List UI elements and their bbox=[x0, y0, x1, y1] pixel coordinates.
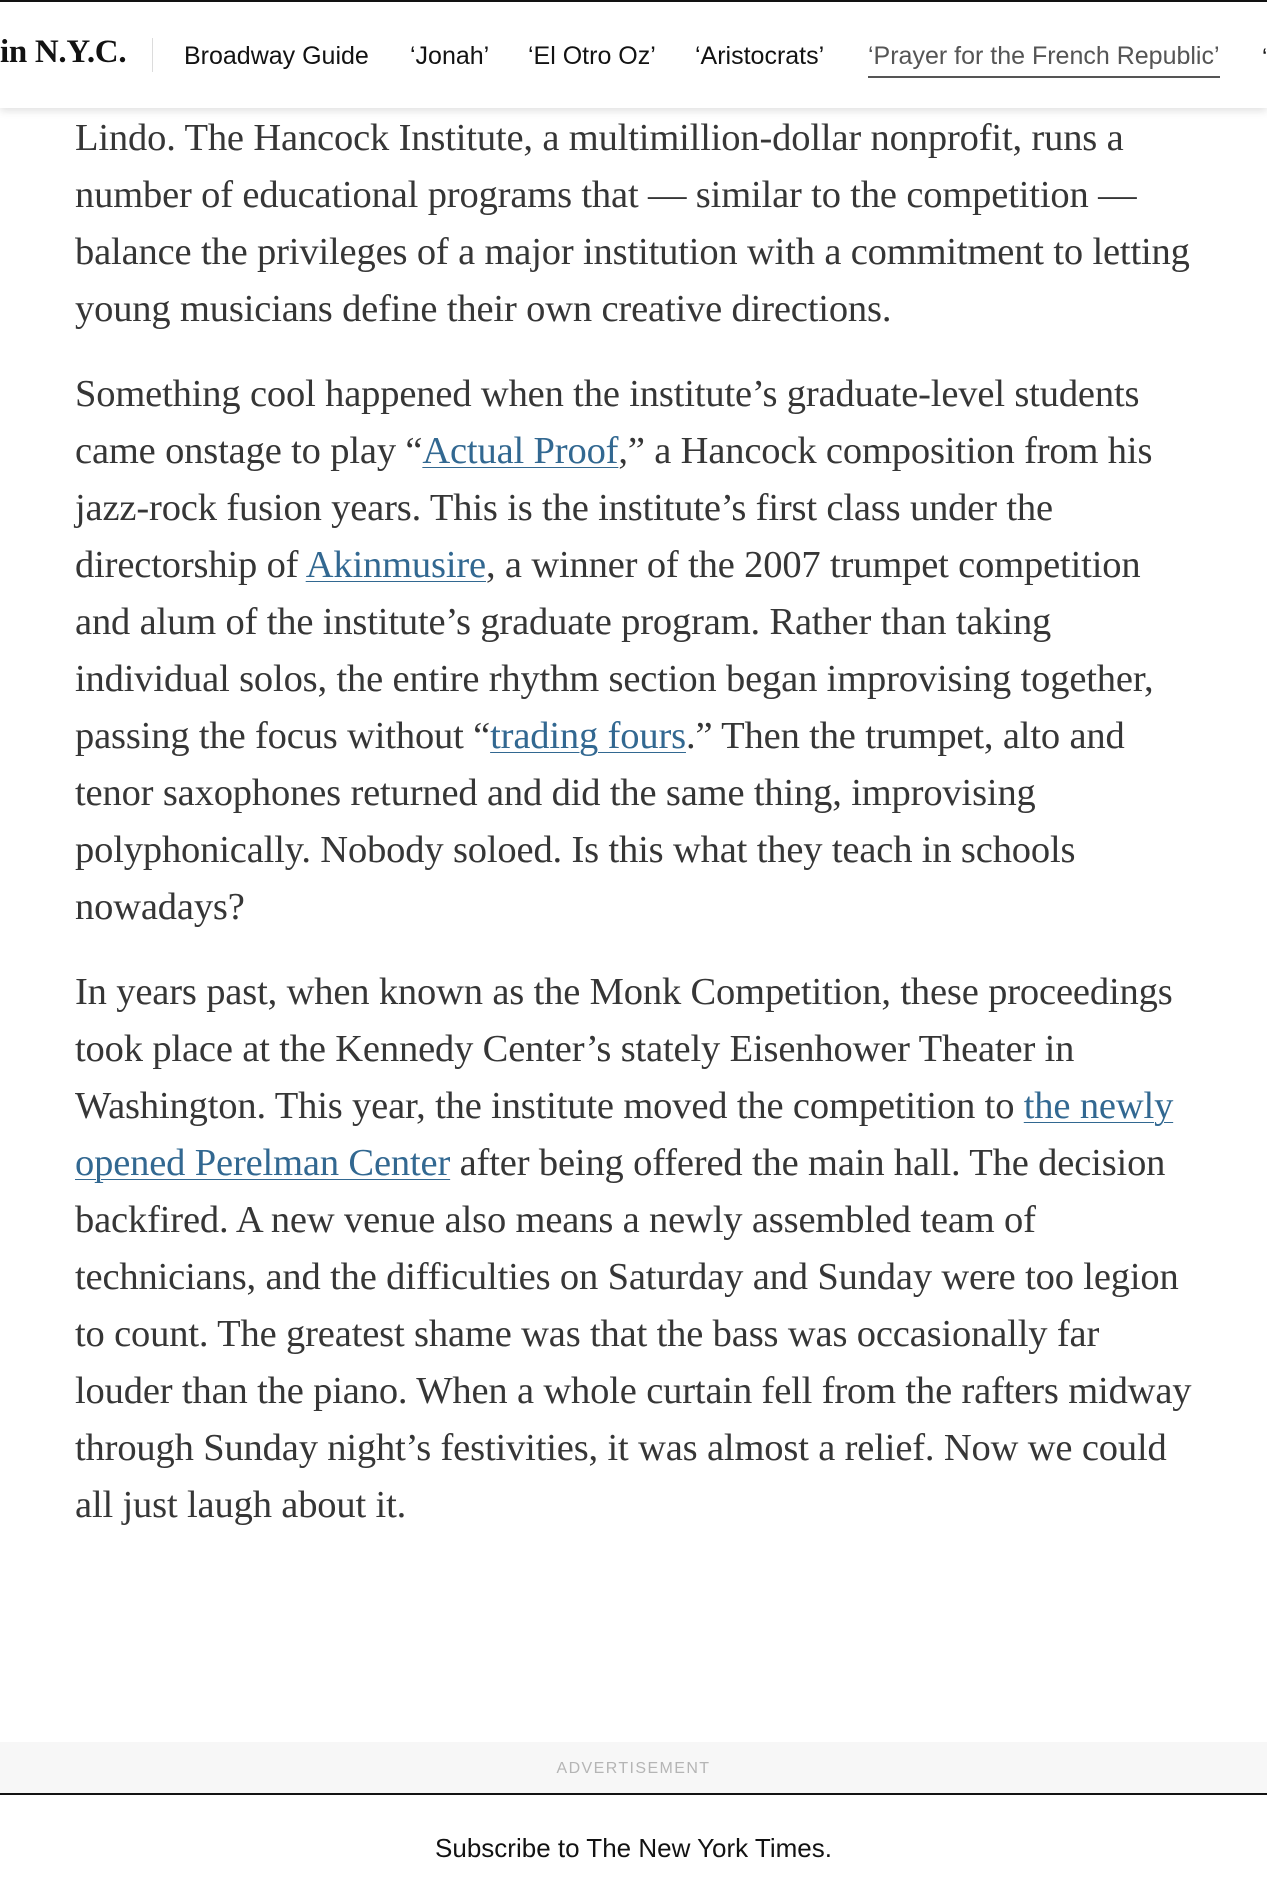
link-actual-proof[interactable]: Actual Proof bbox=[422, 430, 619, 472]
paragraph-text: .” Then the trumpet, alto and tenor saxophones returned and did the same thing, improvising polyphonically. Nobody soloed. Is this what they teach in schools nowadays? bbox=[75, 715, 1125, 928]
article-body bbox=[75, 110, 1205, 1562]
nav-item-aristocrats[interactable]: ‘Aristocrats’ bbox=[695, 42, 825, 70]
nav-overflow-edge: ‘ bbox=[1262, 44, 1267, 66]
link-akinmusire[interactable]: Akinmusire bbox=[305, 544, 486, 586]
section-title[interactable]: in N.Y.C. bbox=[0, 34, 127, 70]
paragraph-text: after being offered the main hall. The decision backfired. A new venue also means a newly assembled team of technicians, and the difficulties on Saturday and Sunday were too legion to count. The greatest shame was that the bass was occasionally far louder than the piano. When a whole curtain fell from the rafters midway through Sunday night’s festivities, it was almost a relief. Now we could all just laugh about it. bbox=[75, 1142, 1192, 1526]
article-paragraph bbox=[75, 366, 1205, 936]
link-trading-fours[interactable]: trading fours bbox=[490, 715, 686, 757]
article-paragraph bbox=[75, 964, 1205, 1534]
paragraph-text: In years past, when known as the Monk Competition, these proceedings took place at the Kennedy Center’s stately Eisenhower Theater in Washington. This year, the institute moved the competition to bbox=[75, 971, 1173, 1127]
nav-item-jonah[interactable]: ‘Jonah’ bbox=[410, 42, 490, 70]
paragraph-text: ,” a Hancock composition from his jazz-rock fusion years. This is the institute’s first class under the directorship of bbox=[75, 430, 1153, 586]
top-nav-bar bbox=[0, 0, 1267, 108]
link-perelman-center[interactable]: the newly opened Perelman Center bbox=[75, 1085, 1174, 1184]
nav-item-broadway-guide[interactable]: Broadway Guide bbox=[184, 42, 369, 70]
paragraph-text: Something cool happened when the institute’s graduate-level students came onstage to play “ bbox=[75, 373, 1140, 472]
nav-item-el-otro-oz[interactable]: ‘El Otro Oz’ bbox=[528, 42, 656, 70]
advertisement-slot bbox=[0, 1742, 1267, 1794]
subscribe-bar bbox=[0, 1793, 1267, 1901]
nav-item-prayer-for-the-french-republic[interactable]: ‘Prayer for the French Republic’ bbox=[868, 42, 1220, 78]
paragraph-text: , a winner of the 2007 trumpet competition and alum of the institute’s graduate program. Rather than taking individual solos, the entire rhythm section began improvising together, passing the focus without “ bbox=[75, 544, 1154, 757]
article-paragraph: Lindo. The Hancock Institute, a multimillion-dollar nonprofit, runs a number of educational programs that — similar to the competition — balance the privileges of a major institution with a commitment to letting young musicians define their own creative directions. bbox=[75, 117, 1190, 330]
subscribe-link[interactable]: Subscribe to The New York Times. bbox=[435, 1833, 832, 1863]
advertisement-label: ADVERTISEMENT bbox=[556, 1760, 711, 1777]
nav-divider bbox=[152, 38, 153, 72]
